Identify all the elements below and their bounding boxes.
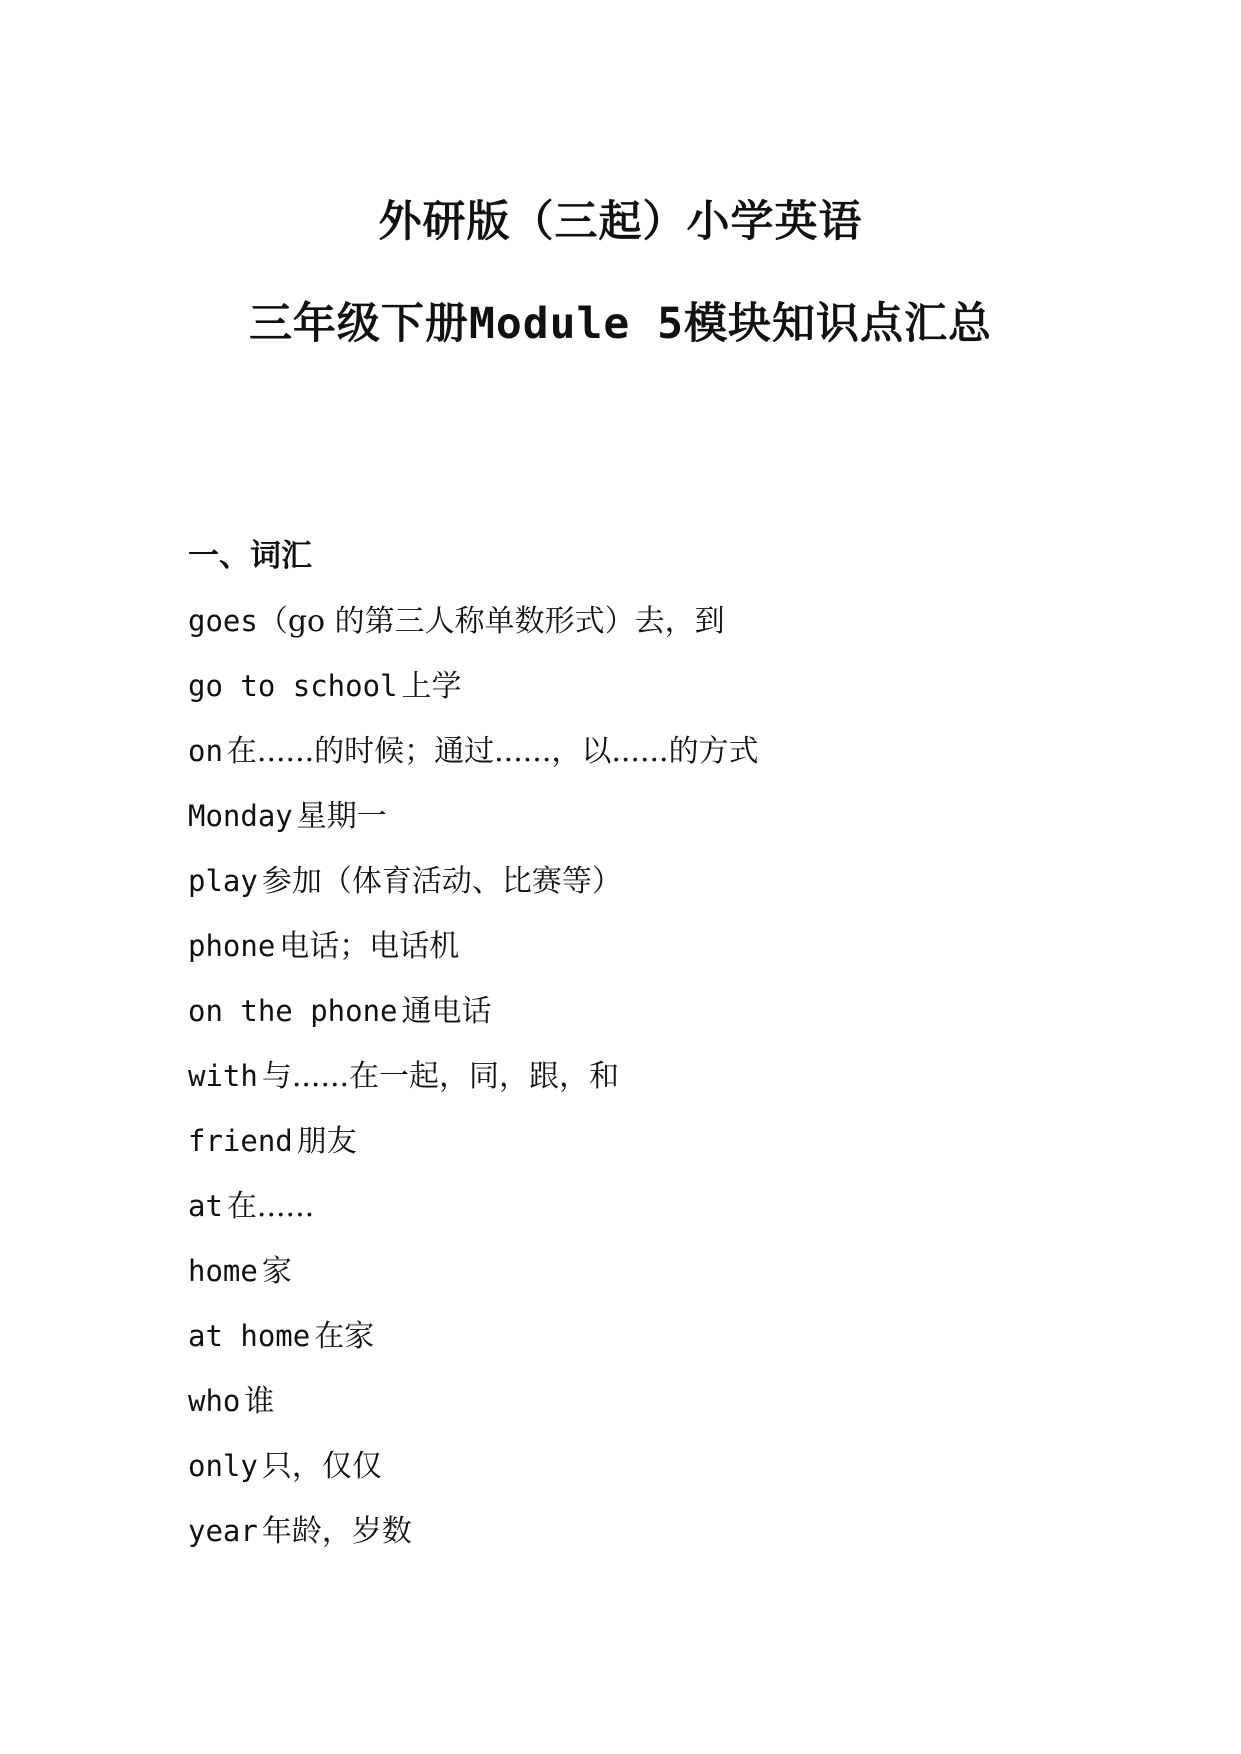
vocabulary-english: on the phone xyxy=(188,994,398,1028)
vocabulary-english: friend xyxy=(188,1124,293,1158)
vocabulary-english: at xyxy=(188,1189,223,1223)
vocabulary-chinese: 星期一 xyxy=(296,799,387,834)
title-grade-text: 三年级下册 xyxy=(248,299,469,349)
vocabulary-chinese: 只，仅仅 xyxy=(261,1449,382,1484)
vocabulary-item xyxy=(188,1441,759,1506)
vocabulary-chinese: （go 的第三人称单数形式）去，到 xyxy=(257,604,725,639)
vocabulary-item xyxy=(188,856,759,921)
vocabulary-item xyxy=(188,661,759,726)
vocabulary-chinese: 在......的时候；通过......，以......的方式 xyxy=(226,734,759,769)
vocabulary-item xyxy=(188,1311,759,1376)
document-title-line-1: 外研版（三起）小学英语 xyxy=(378,197,863,247)
vocabulary-chinese: 在家 xyxy=(314,1319,375,1354)
vocabulary-chinese: 谁 xyxy=(244,1384,275,1419)
vocabulary-item xyxy=(188,921,759,986)
title-module-text: Module 5 xyxy=(468,299,685,349)
vocabulary-chinese: 通电话 xyxy=(401,994,492,1029)
vocabulary-english: who xyxy=(188,1384,241,1418)
vocabulary-english: home xyxy=(188,1254,258,1288)
vocabulary-chinese: 年龄，岁数 xyxy=(261,1514,412,1549)
vocabulary-english: play xyxy=(188,864,258,898)
vocabulary-chinese: 在...... xyxy=(226,1189,315,1224)
vocabulary-item xyxy=(188,1506,759,1571)
section-heading-vocabulary: 一、词汇 xyxy=(188,538,312,574)
vocabulary-english: only xyxy=(188,1449,258,1483)
title-summary-text: 模块知识点汇总 xyxy=(684,299,993,349)
vocabulary-chinese: 朋友 xyxy=(296,1124,357,1159)
vocabulary-chinese: 电话；电话机 xyxy=(279,929,460,964)
vocabulary-english: at home xyxy=(188,1319,311,1353)
vocabulary-english: go to school xyxy=(188,669,398,703)
vocabulary-chinese: 上学 xyxy=(401,669,462,704)
vocabulary-english: goes xyxy=(188,604,258,638)
vocabulary-item xyxy=(188,1051,759,1116)
document-title-line-2 xyxy=(0,294,1241,354)
vocabulary-item xyxy=(188,791,759,856)
vocabulary-chinese: 参加（体育活动、比赛等） xyxy=(261,864,622,899)
vocabulary-item xyxy=(188,1376,759,1441)
vocabulary-chinese: 与......在一起，同，跟，和 xyxy=(261,1059,620,1094)
vocabulary-english: with xyxy=(188,1059,258,1093)
vocabulary-english: phone xyxy=(188,929,276,963)
vocabulary-english: on xyxy=(188,734,223,768)
vocabulary-item xyxy=(188,986,759,1051)
vocabulary-item xyxy=(188,1246,759,1311)
vocabulary-english: Monday xyxy=(188,799,293,833)
vocabulary-english: year xyxy=(188,1514,258,1548)
vocabulary-item xyxy=(188,1116,759,1181)
vocabulary-item xyxy=(188,726,759,791)
vocabulary-item xyxy=(188,596,759,661)
vocabulary-list xyxy=(188,596,759,1571)
vocabulary-item xyxy=(188,1181,759,1246)
vocabulary-chinese: 家 xyxy=(261,1254,292,1289)
